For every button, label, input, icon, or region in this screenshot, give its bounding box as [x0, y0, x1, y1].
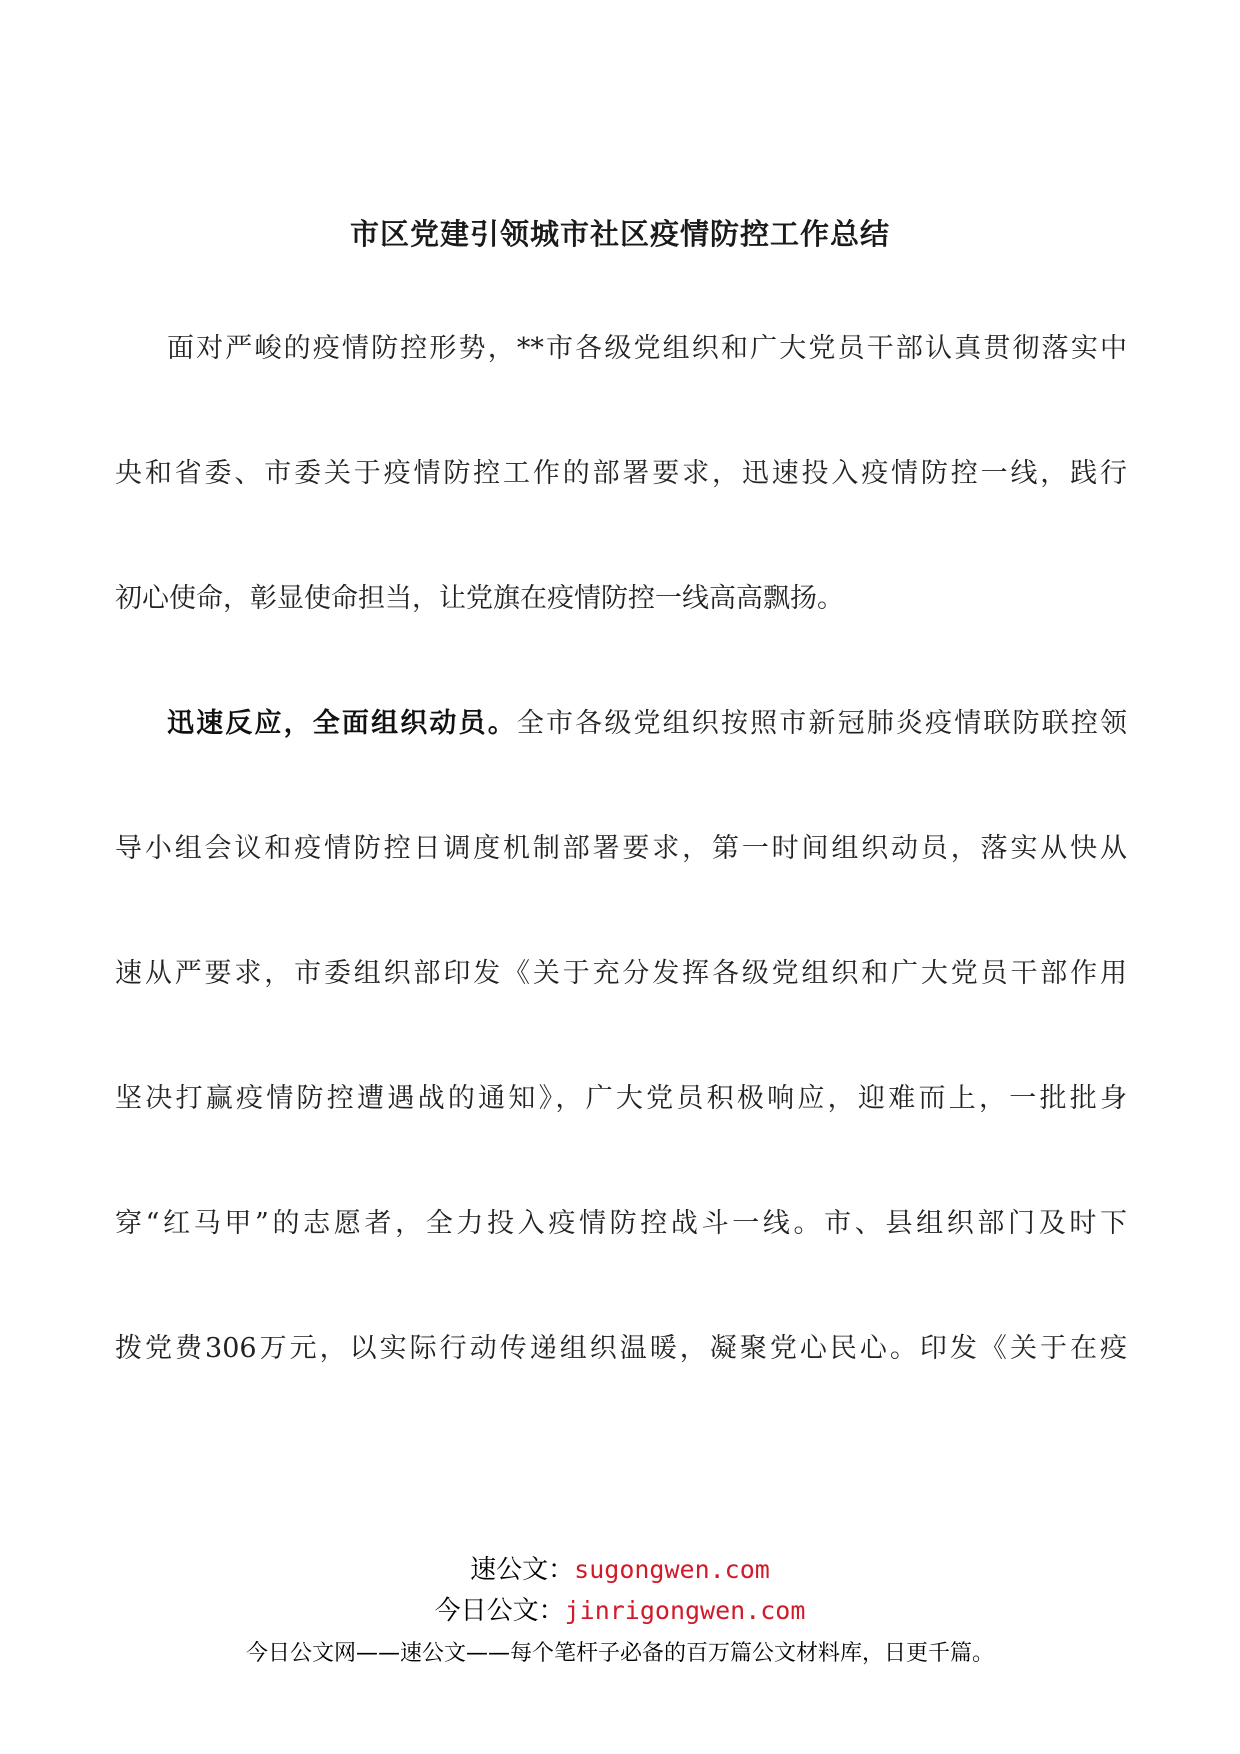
footer-sugongwen [0, 1549, 1240, 1586]
paragraph-2-line-3: 速从严要求，市委组织部印发《关于充分发挥各级党组织和广大党员干部作用 [115, 958, 1127, 989]
paragraph-2-line-4: 坚决打赢疫情防控遭遇战的通知》，广大党员积极响应，迎难而上，一批批身 [115, 1083, 1127, 1114]
document-title: 市区党建引领城市社区疫情防控工作总结 [349, 217, 890, 251]
paragraph-1-line-2: 央和省委、市委关于疫情防控工作的部署要求，迅速投入疫情防控一线，践行 [115, 458, 1127, 489]
paragraph-2-lead-heading: 迅速反应，全面组织动员。 [167, 708, 517, 739]
footer-jinrigongwen-link[interactable]: jinrigongwen.com [564, 1596, 806, 1625]
footer-slogan: 今日公文网——速公文——每个笔杆子必备的百万篇公文材料库，日更千篇。 [245, 1641, 994, 1666]
paragraph-2-line-1-text: 全市各级党组织按照市新冠肺炎疫情联防联控领 [516, 708, 1127, 739]
paragraph-2-line-2: 导小组会议和疫情防控日调度机制部署要求，第一时间组织动员，落实从快从 [115, 833, 1127, 864]
footer-sugongwen-link[interactable]: sugongwen.com [574, 1555, 770, 1584]
footer-jinrigongwen [0, 1590, 1240, 1627]
paragraph-2-line-5: 穿“红马甲”的志愿者，全力投入疫情防控战斗一线。市、县组织部门及时下 [115, 1208, 1127, 1239]
paragraph-2-line-1 [167, 704, 1127, 744]
paragraph-1-line-3: 初心使命，彰显使命担当，让党旗在疫情防控一线高高飘扬。 [115, 583, 844, 614]
footer-sugongwen-label: 速公文： [470, 1555, 575, 1585]
footer-jinrigongwen-label: 今日公文： [434, 1596, 565, 1626]
paragraph-2-line-6: 拨党费306万元，以实际行动传递组织温暖，凝聚党心民心。印发《关于在疫 [115, 1333, 1127, 1364]
paragraph-1-line-1: 面对严峻的疫情防控形势，**市各级党组织和广大党员干部认真贯彻落实中 [167, 333, 1127, 364]
